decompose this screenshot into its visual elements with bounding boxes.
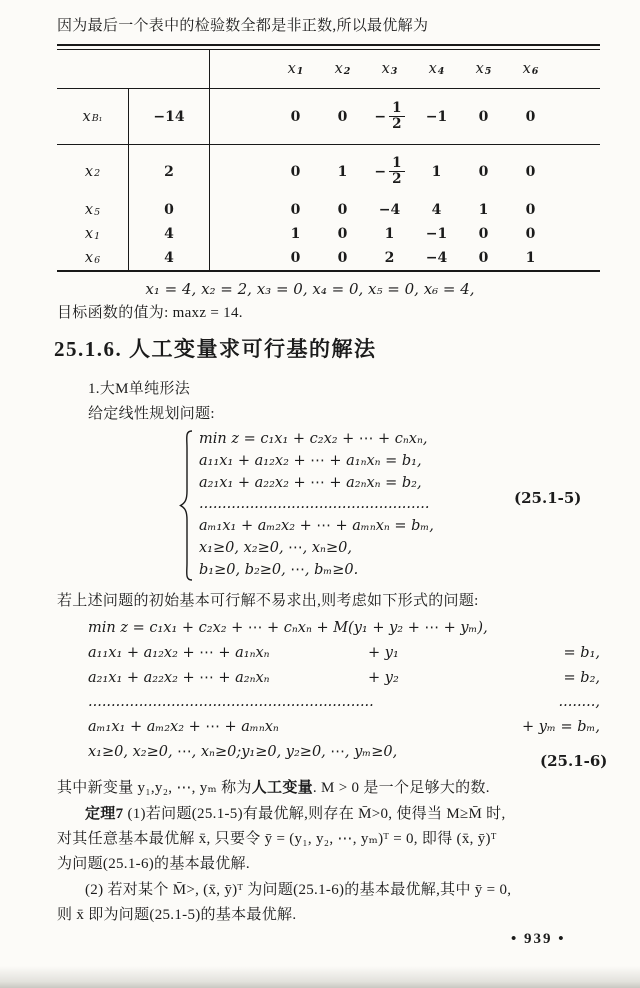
objective-value-line: 目标函数的值为: maxz = 14. — [57, 305, 243, 321]
table-row — [57, 246, 600, 270]
table-row — [57, 222, 600, 246]
intro-text-2: 若上述问题的初始基本可行解不易求出,则考虑如下形式的问题: — [57, 593, 479, 609]
row-label: x 5 — [57, 198, 129, 222]
filler-cell — [554, 246, 600, 270]
table-cell: −4 — [425, 250, 448, 266]
simplex-tableau — [57, 44, 600, 272]
filler-cell — [554, 145, 600, 198]
scan-edge-shadow — [0, 966, 640, 988]
table-cell: 1 — [431, 163, 442, 180]
row-value: 4 — [129, 246, 210, 270]
row-value: 2 — [129, 145, 210, 198]
equation-line: a₂₁x₁ + a₂₂x₂ + ⋯ + a₂ₙxₙ + y₂ = b₂, — [88, 669, 600, 686]
table-cell: 0 — [478, 108, 489, 125]
table-cell: 0 — [290, 108, 301, 125]
table-cell: 2 — [384, 250, 395, 266]
equation-line: min z = c₁x₁ + c₂x₂ + ⋯ + cₙxₙ, — [199, 431, 428, 447]
filler-cell — [554, 89, 600, 144]
equation-line: aₘ₁x₁ + aₘ₂x₂ + ⋯ + aₘₙxₙ = bₘ, — [199, 518, 434, 535]
given-problem-line: 给定线性规划问题: — [88, 406, 215, 422]
table-corner-cell — [57, 50, 210, 88]
dotted-line: .............................................................. ........, — [88, 694, 600, 711]
table-cell: 0 — [478, 250, 489, 266]
equation-line: a₁₁x₁ + a₁₂x₂ + ⋯ + a₁ₙxₙ + y₁ = b₁, — [88, 644, 600, 661]
table-cell: 1 — [290, 226, 301, 242]
row-label: x 2 — [57, 145, 129, 198]
table-cell: 0 — [337, 226, 348, 242]
row-value: −14 — [129, 89, 210, 144]
spacer-cell — [210, 246, 272, 270]
table-cell: −1 — [425, 108, 448, 125]
row-value: 0 — [129, 198, 210, 222]
objective-row — [57, 89, 600, 144]
table-cell: 0 — [290, 163, 301, 180]
equation-system-1 — [178, 429, 434, 582]
spacer-cell — [210, 198, 272, 222]
table-cell: 0 — [337, 108, 348, 125]
equation-lines — [199, 429, 434, 582]
table-cell: 1 — [337, 163, 348, 180]
equation-line: a₁₁x₁ + a₁₂x₂ + ⋯ + a₁ₙxₙ = b₁, — [199, 452, 422, 469]
filler-cell — [554, 50, 600, 88]
equation-label-25-1-5: (25.1-5) — [514, 489, 582, 507]
dotted-line: .................................................. — [199, 496, 430, 513]
theorem-line: 对其任意基本最优解 x̄, 只要令 ȳ = (y₁, y₂, ⋯, yₘ)ᵀ = 0, 即得 (x̄, ȳ)ᵀ — [57, 831, 497, 848]
row-label: x 1 — [57, 222, 129, 246]
col-header-x2: x 2 — [334, 61, 351, 77]
left-brace — [178, 429, 194, 582]
bold-term: 人工变量 — [251, 780, 313, 796]
subsection-title: 1.大M单纯形法 — [88, 381, 190, 397]
theorem-line: 定理7 (1)若问题(25.1-5)有最优解,则存在 M̄>0, 使得当 M≥M̄ 时, — [85, 806, 506, 822]
table-cell-fraction: − $\frac{1}{2}$ — [366, 89, 413, 144]
col-header-x6: x 6 — [522, 61, 539, 77]
table-cell: 0 — [525, 202, 536, 218]
theorem-label: 定理7 — [85, 806, 124, 822]
table-row — [57, 145, 600, 198]
table-cell: 1 — [384, 226, 395, 242]
equation-line: aₘ₁x₁ + aₘ₂x₂ + ⋯ + aₘₙxₙ + yₘ = bₘ, — [88, 719, 600, 736]
equation-system-2 — [88, 616, 600, 765]
col-header-x4: x 4 — [428, 61, 445, 77]
theorem-line: 则 x̄ 即为问题(25.1-5)的基本最优解. — [57, 906, 297, 923]
table-cell: −1 — [425, 226, 448, 242]
intro-text: 因为最后一个表中的检验数全都是非正数,所以最优解为 — [57, 18, 429, 34]
col-header-x1: x 1 — [287, 61, 304, 77]
artificial-variable-paragraph: 其中新变量 y₁,y₂, ⋯, yₘ 称为人工变量. M > 0 是一个足够大的数. — [57, 780, 490, 796]
section-heading: 25.1.6. 人工变量求可行基的解法 — [54, 337, 377, 361]
table-cell: 1 — [525, 250, 536, 266]
table-bottom-rule — [57, 270, 600, 272]
spacer-cell — [210, 50, 272, 88]
equation-line: a₂₁x₁ + a₂₂x₂ + ⋯ + a₂ₙxₙ = b₂, — [199, 474, 422, 491]
table-header-row — [57, 50, 600, 88]
spacer-cell — [210, 89, 272, 144]
nonnegativity-line: x₁≥0, x₂≥0, ⋯, xₙ≥0;y₁≥0, y₂≥0, ⋯, yₘ≥0, — [88, 743, 398, 760]
table-cell: 0 — [525, 226, 536, 242]
filler-cell — [554, 222, 600, 246]
equation-line: x₁≥0, x₂≥0, ⋯, xₙ≥0, — [199, 539, 352, 556]
page-number: • 939 • — [511, 931, 566, 947]
row-label: x 6 — [57, 246, 129, 270]
table-cell: 0 — [290, 250, 301, 266]
table-cell: −4 — [378, 202, 401, 218]
theorem-line: 为问题(25.1-6)的基本最优解. — [57, 856, 250, 873]
table-cell: 0 — [478, 163, 489, 180]
table-cell-fraction: − $\frac{1}{2}$ — [366, 145, 413, 198]
theorem-line: (2) 若对某个 M̄>, (x̄, ȳ)ᵀ 为问题(25.1-6)的基本最优解,其中 ȳ = 0, — [85, 881, 512, 898]
table-cell: 0 — [525, 108, 536, 125]
theorem-7 — [57, 802, 607, 928]
spacer-cell — [210, 222, 272, 246]
col-header-x5: x 5 — [475, 61, 492, 77]
table-cell: 1 — [478, 202, 489, 218]
equation-line: min z = c₁x₁ + c₂x₂ + ⋯ + cₙxₙ + M(y₁ + y₂ + ⋯ + yₘ), — [88, 620, 488, 636]
table-row — [57, 198, 600, 222]
table-cell: 0 — [478, 226, 489, 242]
row-value: 4 — [129, 222, 210, 246]
filler-cell — [554, 198, 600, 222]
table-cell: 0 — [290, 202, 301, 218]
col-header-x3: x 3 — [381, 61, 398, 77]
equation-label-25-1-6: (25.1-6) — [540, 752, 608, 770]
spacer-cell — [210, 145, 272, 198]
equation-line: b₁≥0, b₂≥0, ⋯, bₘ≥0. — [199, 561, 359, 578]
solution-line: x₁ = 4, x₂ = 2, x₃ = 0, x₄ = 0, x₅ = 0, x₆ = 4, — [145, 280, 475, 298]
table-cell: 0 — [337, 202, 348, 218]
table-cell: 0 — [337, 250, 348, 266]
table-cell: 0 — [525, 163, 536, 180]
table-cell: 4 — [431, 202, 442, 218]
row-label: x B₁ — [57, 89, 129, 144]
